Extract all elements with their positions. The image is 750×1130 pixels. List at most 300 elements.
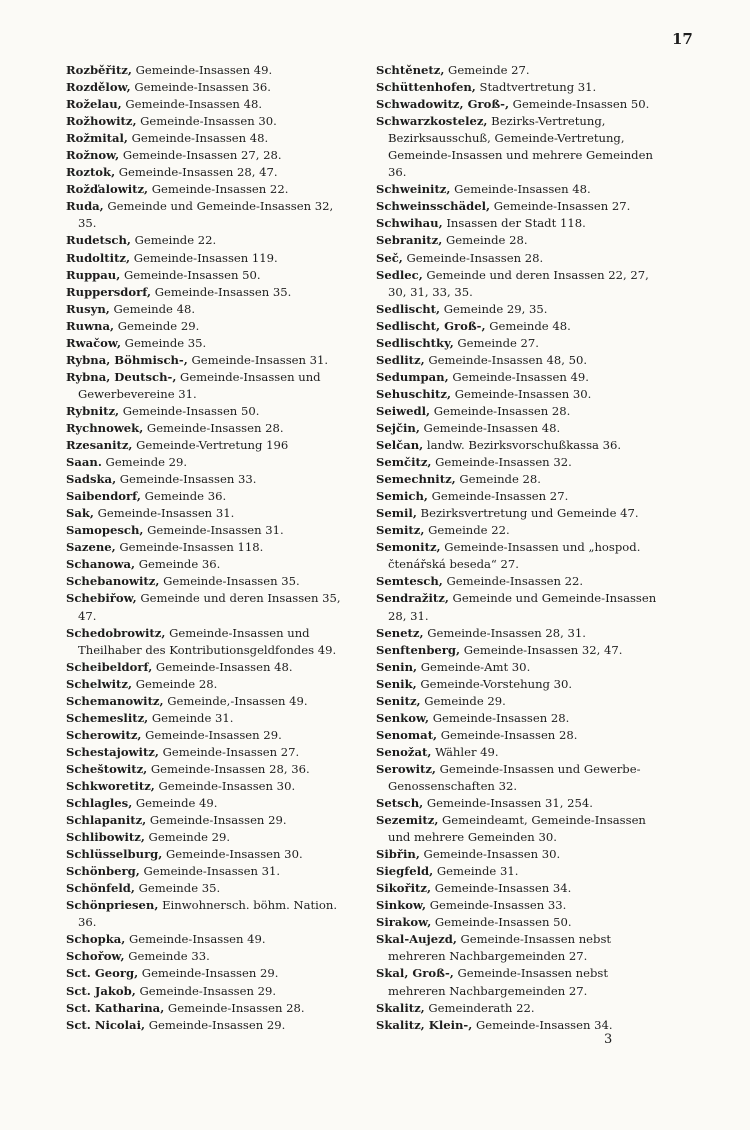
entry-place-name: Semil, [376,506,417,521]
entry-details: Gemeinde-Insassen 48. [450,182,591,197]
index-entry [66,931,352,948]
entry-place-name: Rožmital, [66,131,128,146]
entry-place-name: Schüttenhofen, [376,80,476,95]
index-entry [376,181,662,198]
entry-details: Gemeinde 29. [144,830,231,845]
entry-place-name: Schanowa, [66,557,136,572]
entry-place-name: Schkworetitz, [66,778,155,793]
index-entry [376,113,662,181]
entry-place-name: Schemeslitz, [66,710,149,725]
entry-place-name: Schlüsselburg, [66,847,163,862]
printer-signature: 3 [604,1032,613,1047]
index-entry [376,863,662,880]
entry-details: Gemeinde-Insassen 29. [135,983,277,998]
index-entry [376,693,662,710]
entry-details: Einwohnersch. böhm. Nation. 36. [78,898,338,930]
entry-details: Gemeinde,-Insassen 49. [163,693,308,708]
index-entry [376,642,662,659]
entry-details: Wähler 49. [431,744,499,759]
entry-details: Gemeinde-Insassen 29. [138,966,279,981]
entry-details: Gemeinde-Insassen 27. [490,199,631,214]
entry-place-name: Rybna, Deutsch-, [66,369,177,384]
entry-details: Gemeinde-Insassen 36. [130,80,271,95]
entry-place-name: Sikořitz, [376,881,432,896]
index-entry [66,164,352,181]
index-entry [376,522,662,539]
entry-details: Gemeinde 48. [109,301,196,316]
entry-details: Gemeinde-Insassen 29. [146,813,287,828]
index-entry [66,318,352,335]
entry-place-name: Schemanowitz, [66,693,164,708]
entry-place-name: Sinkow, [376,898,427,913]
index-entry [376,215,662,232]
entry-details: Gemeinde-Insassen 49. [125,932,266,947]
entry-place-name: Seiwedl, [376,403,431,418]
entry-details: Gemeinde-Insassen 49. [448,369,589,384]
entry-place-name: Sedumpan, [376,369,449,384]
entry-details: Gemeinde-Insassen 50. [120,267,261,282]
index-entry [66,232,352,249]
index-entry [376,62,662,79]
entry-place-name: Roželau, [66,97,122,112]
index-entry [376,659,662,676]
index-entry [376,897,662,914]
index-entry [376,250,662,267]
entry-details: Gemeinde-Insassen nebst mehreren Nachbargemeinden 27. [388,966,609,998]
entry-place-name: Schopka, [66,932,126,947]
entry-place-name: Senomat, [376,727,438,742]
index-entry [376,403,662,420]
entry-place-name: Schebanowitz, [66,574,160,589]
index-entry [376,79,662,96]
entry-details: Gemeinde-Insassen 31. [93,506,235,521]
entry-details: Gemeinde 28. [132,676,218,691]
index-entry [66,965,352,982]
entry-place-name: Schtěnetz, [376,63,445,77]
entry-place-name: Rožnow, [66,148,120,163]
index-entry [66,659,352,676]
entry-details: Gemeinde 35. [121,335,207,350]
entry-details: Gemeinde und Gemeinde-Insassen 32, 35. [78,199,334,231]
entry-details: Stadtvertretung 31. [475,80,597,95]
entry-details: Gemeinde 29. [420,693,506,708]
index-entry [376,352,662,369]
index-entry [376,846,662,863]
entry-place-name: Senftenberg, [376,642,461,657]
entry-details: Gemeinde und Gemeinde-Insassen 28, 31. [388,591,657,623]
entry-place-name: Rozběřitz, [66,63,132,77]
entry-place-name: Sebranitz, [376,233,443,248]
entry-place-name: Sct. Georg, [66,966,139,981]
index-entry [376,931,662,965]
index-entry [376,1000,662,1017]
entry-place-name: Semechnitz, [376,472,456,487]
entry-details: Gemeinde 33. [124,949,210,964]
index-entry [66,829,352,846]
entry-details: Gemeinde-Insassen 28, 31. [423,625,586,640]
index-entry [66,693,352,710]
entry-place-name: Seč, [376,250,403,265]
entry-details: Gemeinde 22. [130,233,217,248]
entry-place-name: Sedlischt, Groß-, [376,318,486,333]
index-entry [66,79,352,96]
entry-place-name: Rychnowek, [66,420,144,435]
entry-place-name: Skalitz, [376,1000,425,1015]
entry-details: Gemeinde-Insassen 48. [121,97,263,112]
index-entry [66,488,352,505]
entry-details: landw. Bezirksvorschußkassa 36. [423,438,622,453]
entry-place-name: Sedlec, [376,267,423,282]
index-entry [376,710,662,727]
entry-details: Gemeinde-Insassen 49. [131,63,273,77]
entry-details: Gemeinde-Insassen 30. [451,386,592,401]
entry-place-name: Senik, [376,676,417,691]
entry-place-name: Schönpriesen, [66,898,159,913]
index-entry [376,539,662,573]
entry-place-name: Schwadowitz, Groß-, [376,97,509,112]
entry-place-name: Rožhowitz, [66,114,137,129]
entry-place-name: Saan. [66,455,102,470]
index-entry [66,250,352,267]
entry-details: Gemeinde-Insassen und „hospod. čtenářská beseda“ 27. [388,540,641,572]
entry-details: Gemeinde-Insassen 30. [154,778,296,793]
entry-details: Gemeinde-Insassen 31. [187,352,329,367]
index-entry [376,301,662,318]
index-entry [376,727,662,744]
index-entry [376,880,662,897]
entry-place-name: Scheštowitz, [66,761,148,776]
entry-details: Gemeinde 36. [135,557,221,572]
entry-details: Gemeinde-Insassen 28. [402,250,544,265]
index-entry [66,812,352,829]
index-entry [66,335,352,352]
index-entry [66,573,352,590]
entry-place-name: Sirakow, [376,915,432,930]
entry-place-name: Schlibowitz, [66,830,145,845]
index-entry [66,403,352,420]
entry-place-name: Rwačow, [66,335,121,350]
index-entry [376,795,662,812]
entry-place-name: Sedlischt, [376,301,441,316]
entry-place-name: Ruwna, [66,318,115,333]
index-entry [66,454,352,471]
entry-place-name: Sedlischtky, [376,335,454,350]
entry-details: Gemeinde-Insassen 28. [429,710,570,725]
index-entry [376,676,662,693]
entry-details: Gemeinde-Insassen 31. [139,864,281,879]
index-entry [376,965,662,999]
entry-place-name: Sct. Katharina, [66,1000,165,1015]
entry-place-name: Rudetsch, [66,233,131,248]
index-entry [66,62,352,79]
index-entry [376,454,662,471]
entry-details: Gemeinde und deren Insassen 22, 27, 30, 31, 33, 35. [388,267,649,299]
entry-place-name: Schlapanitz, [66,813,147,828]
entry-details: Gemeinde-Insassen 119. [130,250,278,265]
index-entry [66,539,352,556]
index-entry [376,471,662,488]
entry-place-name: Schořow, [66,949,125,964]
index-entry [376,369,662,386]
index-entry [376,505,662,522]
entry-place-name: Ruppau, [66,267,121,282]
entry-details: Gemeinde-Insassen 30. [162,847,303,862]
entry-place-name: Semich, [376,489,428,504]
entry-place-name: Senožat, [376,744,432,759]
entry-details: Gemeinde-Insassen 28, 47. [115,165,278,180]
entry-place-name: Ruda, [66,199,104,214]
entry-details: Gemeinde-Insassen 29. [141,727,282,742]
entry-details: Gemeinde-Insassen 28. [143,420,284,435]
entry-details: Gemeinde-Insassen 50. [431,915,572,930]
index-entry [66,590,352,624]
index-entry [66,625,352,659]
entry-place-name: Sedlitz, [376,352,425,367]
index-entry [66,301,352,318]
entry-details: Gemeinde-Insassen 32, 47. [460,642,623,657]
entry-place-name: Samopesch, [66,523,144,538]
entry-details: Gemeinde und deren Insassen 35, 47. [78,591,341,623]
entry-details: Gemeinde-Insassen 118. [115,540,264,555]
entry-place-name: Sezemitz, [376,813,439,828]
index-entry [66,113,352,130]
entry-details: Gemeinde-Insassen 31, 254. [423,796,593,811]
index-entry [66,1017,352,1034]
entry-details: Bezirksvertretung und Gemeinde 47. [416,506,639,521]
entry-place-name: Schwihau, [376,216,443,231]
entry-place-name: Senetz, [376,625,424,640]
page-number: 17 [672,30,693,48]
index-entry [66,147,352,164]
entry-place-name: Sendražitz, [376,591,449,606]
entry-details: Gemeinde-Insassen 48. [127,131,269,146]
entry-place-name: Rožďalowitz, [66,182,149,197]
entry-details: Gemeinde-Vertretung 196 [132,438,289,453]
index-entry [376,914,662,931]
entry-details: Gemeinde-Insassen 50. [509,97,650,112]
entry-details: Gemeinde 28. [455,472,541,487]
entry-details: Gemeinderath 22. [424,1000,535,1015]
index-entry [376,318,662,335]
entry-place-name: Schönberg, [66,864,140,879]
entry-details: Gemeinde-Insassen 28. [164,1000,305,1015]
entry-place-name: Roztok, [66,165,116,180]
index-entry [66,846,352,863]
entry-place-name: Sejčin, [376,420,420,435]
entry-place-name: Saibendorf, [66,489,141,504]
entry-details: Gemeinde-Insassen 48. [419,420,561,435]
index-entry [66,556,352,573]
entry-place-name: Schebiřow, [66,591,137,606]
entry-details: Gemeinde 22. [424,523,510,538]
entry-details: Gemeinde-Vorstehung 30. [416,676,573,691]
index-entry [376,761,662,795]
entry-place-name: Rusyn, [66,301,110,316]
index-entry [376,744,662,761]
entry-details: Gemeinde 27. [453,335,539,350]
index-entry [376,625,662,642]
entry-place-name: Schlagles, [66,796,133,811]
entry-details: Gemeinde-Insassen 28, 36. [147,761,310,776]
entry-place-name: Selčan, [376,438,424,453]
entry-details: Gemeinde-Insassen 34. [431,881,572,896]
entry-details: Gemeinde-Insassen 31. [143,523,284,538]
entry-details: Gemeindeamt, Gemeinde-Insassen und mehrere Gemeinden 30. [388,813,646,845]
index-entry [376,198,662,215]
index-entry [376,812,662,846]
entry-place-name: Scheibeldorf, [66,659,153,674]
index-entry [66,948,352,965]
entry-place-name: Schelwitz, [66,676,133,691]
index-entry [376,437,662,454]
index-entry [66,897,352,931]
index-entry [66,181,352,198]
entry-details: Gemeinde-Insassen 30. [136,114,277,129]
entry-details: Gemeinde-Insassen 28. [430,403,571,418]
entry-details: Gemeinde-Insassen und Theilhaber des Kontributionsgeldfondes 49. [78,625,337,657]
index-entry [66,267,352,284]
entry-place-name: Serowitz, [376,761,436,776]
index-entry [66,1000,352,1017]
entry-place-name: Sct. Nicolai, [66,1017,146,1032]
entry-place-name: Sazene, [66,540,116,555]
entry-place-name: Semonitz, [376,540,441,555]
index-entry [66,727,352,744]
entry-details: Gemeinde-Insassen 34. [472,1017,613,1032]
entry-place-name: Sct. Jakob, [66,983,136,998]
entry-place-name: Sadska, [66,472,117,487]
entry-place-name: Scherowitz, [66,727,142,742]
entry-details: Gemeinde-Insassen 30. [419,847,561,862]
index-entry [376,420,662,437]
entry-place-name: Rozdělow, [66,80,131,95]
entry-details: Gemeinde-Insassen 48. [152,659,293,674]
index-entry [66,420,352,437]
index-entry [66,795,352,812]
index-entry [66,437,352,454]
entry-details: Gemeinde 29. [114,318,200,333]
index-entry [66,778,352,795]
entry-place-name: Schwarzkostelez, [376,114,488,129]
entry-place-name: Skal-Aujezd, [376,932,457,947]
entry-place-name: Schönfeld, [66,881,135,896]
entry-place-name: Rybna, Böhmisch-, [66,352,188,367]
entry-details: Gemeinde 29, 35. [440,301,548,316]
index-entry [66,880,352,897]
entry-place-name: Skalitz, Klein-, [376,1017,473,1032]
index-entry [66,983,352,1000]
entry-details: Gemeinde-Insassen 27. [158,744,300,759]
entry-details: Gemeinde 29. [101,455,188,470]
left-column [66,62,352,1034]
entry-details: Gemeinde-Insassen 27, 28. [119,148,282,163]
entry-place-name: Setsch, [376,796,424,811]
index-entry [66,710,352,727]
entry-place-name: Sibřin, [376,847,420,862]
right-column [376,62,662,1034]
entry-details: Gemeinde 48. [485,318,571,333]
index-entry [66,522,352,539]
index-entry [376,573,662,590]
index-entry [66,676,352,693]
entry-details: Gemeinde-Insassen 48, 50. [424,352,588,367]
entry-place-name: Sehuschitz, [376,386,452,401]
entry-place-name: Schestajowitz, [66,744,159,759]
entry-details: Gemeinde-Insassen und Gewerbe-Genossenschaften 32. [388,761,641,793]
entry-details: Gemeinde-Insassen 22. [442,574,584,589]
entry-details: Gemeinde-Insassen und Gewerbevereine 31. [78,369,321,401]
entry-place-name: Rzesanitz, [66,438,133,453]
entry-details: Gemeinde-Insassen 29. [145,1017,286,1032]
entry-details: Gemeinde-Insassen 33. [426,898,567,913]
entry-place-name: Semčitz, [376,455,432,470]
entry-details: Insassen der Stadt 118. [442,216,586,231]
entry-place-name: Siegfeld, [376,864,434,879]
entry-details: Gemeinde-Amt 30. [417,659,531,674]
entry-place-name: Schedobrowitz, [66,625,166,640]
entry-place-name: Ruppersdorf, [66,284,152,299]
entry-place-name: Sak, [66,506,94,521]
entry-details: Gemeinde-Insassen 50. [119,403,260,418]
entry-place-name: Skal, Groß-, [376,966,454,981]
entry-details: Gemeinde-Insassen 35. [151,284,292,299]
entry-details: Gemeinde 28. [442,233,528,248]
index-entry [376,267,662,301]
entry-details: Gemeinde 35. [134,881,221,896]
index-entry [66,284,352,301]
entry-place-name: Schweinsschädel, [376,199,491,214]
index-entry [66,505,352,522]
entry-details: Gemeinde-Insassen 32. [431,455,572,470]
index-entry [376,1017,662,1034]
entry-place-name: Senitz, [376,693,421,708]
index-entry [66,471,352,488]
entry-details: Gemeinde-Insassen 28. [437,727,578,742]
entry-details: Gemeinde 27. [444,63,530,77]
index-entry [376,488,662,505]
entry-place-name: Rybnitz, [66,403,120,418]
index-entry [376,96,662,113]
entry-place-name: Rudoltitz, [66,250,131,265]
entry-place-name: Senkow, [376,710,430,725]
entry-place-name: Schweinitz, [376,182,451,197]
entry-details: Gemeinde 36. [140,489,227,504]
index-entry [66,352,352,369]
entry-details: Gemeinde-Insassen 22. [148,182,289,197]
entry-details: Gemeinde 31. [148,710,234,725]
entry-details: Gemeinde-Insassen 35. [159,574,300,589]
index-entry [376,590,662,624]
entry-details: Bezirks-Vertretung, Bezirksausschuß, Gemeinde-Vertretung, Gemeinde-Insassen und mehrere Gemeinden 36. [388,114,653,180]
index-entry [66,744,352,761]
index-entry [66,198,352,232]
index-entry [376,386,662,403]
index-entry [66,96,352,113]
entry-details: Gemeinde-Insassen 33. [116,472,257,487]
index-entry [66,369,352,403]
entry-place-name: Senin, [376,659,418,674]
entry-details: Gemeinde 49. [132,796,218,811]
index-entry [66,761,352,778]
index-entry [376,232,662,249]
entry-place-name: Semitz, [376,523,425,538]
entry-details: Gemeinde-Insassen nebst mehreren Nachbargemeinden 27. [388,932,612,964]
index-entry [66,130,352,147]
entry-details: Gemeinde 31. [433,864,519,879]
entry-details: Gemeinde-Insassen 27. [427,489,569,504]
entry-place-name: Semtesch, [376,574,443,589]
index-entry [66,863,352,880]
